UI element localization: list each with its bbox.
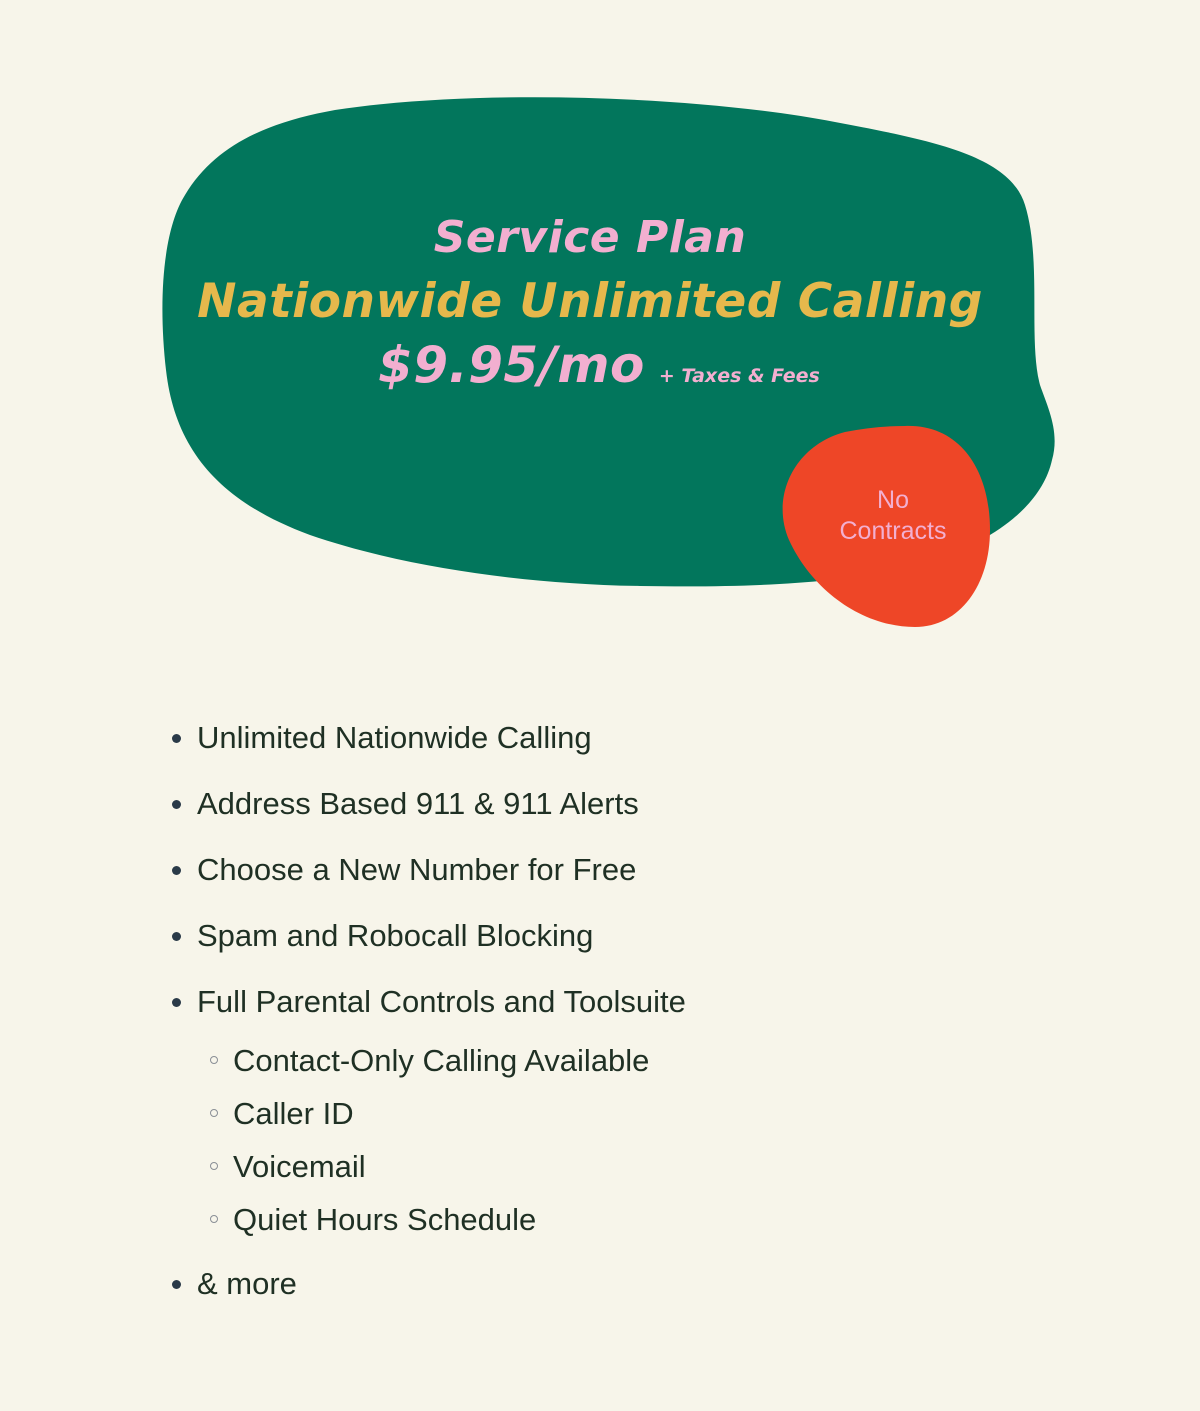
bullet-icon — [172, 734, 181, 743]
sub-list-item — [170, 1142, 1130, 1195]
hollow-bullet-icon — [210, 1109, 218, 1117]
subfeature-label: Quiet Hours Schedule — [233, 1202, 537, 1237]
feature-label: Full Parental Controls and Toolsuite — [197, 984, 686, 1019]
badge-line-2: Contracts — [839, 517, 947, 545]
list-item — [170, 778, 1130, 844]
list-item — [170, 976, 1130, 1042]
feature-label: Unlimited Nationwide Calling — [197, 720, 592, 755]
bullet-icon — [172, 932, 181, 941]
fees-note: + Taxes & Fees — [658, 365, 820, 387]
hollow-bullet-icon — [210, 1162, 218, 1170]
feature-label: & more — [197, 1266, 297, 1301]
subfeature-label: Caller ID — [233, 1096, 354, 1131]
subfeature-label: Contact-Only Calling Available — [233, 1043, 650, 1078]
list-item — [170, 910, 1130, 976]
list-item — [170, 712, 1130, 778]
feature-label: Spam and Robocall Blocking — [197, 918, 594, 953]
bullet-icon — [172, 998, 181, 1007]
hero-shapes — [0, 0, 1200, 660]
plan-title: Service Plan — [433, 212, 747, 263]
bullet-icon — [172, 866, 181, 875]
list-item — [170, 1258, 1130, 1324]
list-item — [170, 844, 1130, 910]
plan-subtitle: Nationwide Unlimited Calling — [197, 274, 983, 329]
bullet-icon — [172, 1280, 181, 1289]
plan-hero — [0, 0, 1200, 660]
badge-line-1: No — [877, 486, 909, 514]
feature-label: Address Based 911 & 911 Alerts — [197, 786, 639, 821]
feature-label: Choose a New Number for Free — [197, 852, 637, 887]
no-contracts-badge — [812, 485, 974, 547]
sub-list-item — [170, 1089, 1130, 1142]
hollow-bullet-icon — [210, 1215, 218, 1223]
sub-list-item — [170, 1036, 1130, 1089]
plan-price: $9.95/mo — [378, 336, 645, 394]
subfeature-label: Voicemail — [233, 1149, 366, 1184]
parental-controls-sublist — [170, 1036, 1130, 1258]
hollow-bullet-icon — [210, 1056, 218, 1064]
feature-list — [170, 712, 1130, 1324]
sub-list-item — [170, 1195, 1130, 1248]
price-row — [378, 336, 820, 394]
bullet-icon — [172, 800, 181, 809]
